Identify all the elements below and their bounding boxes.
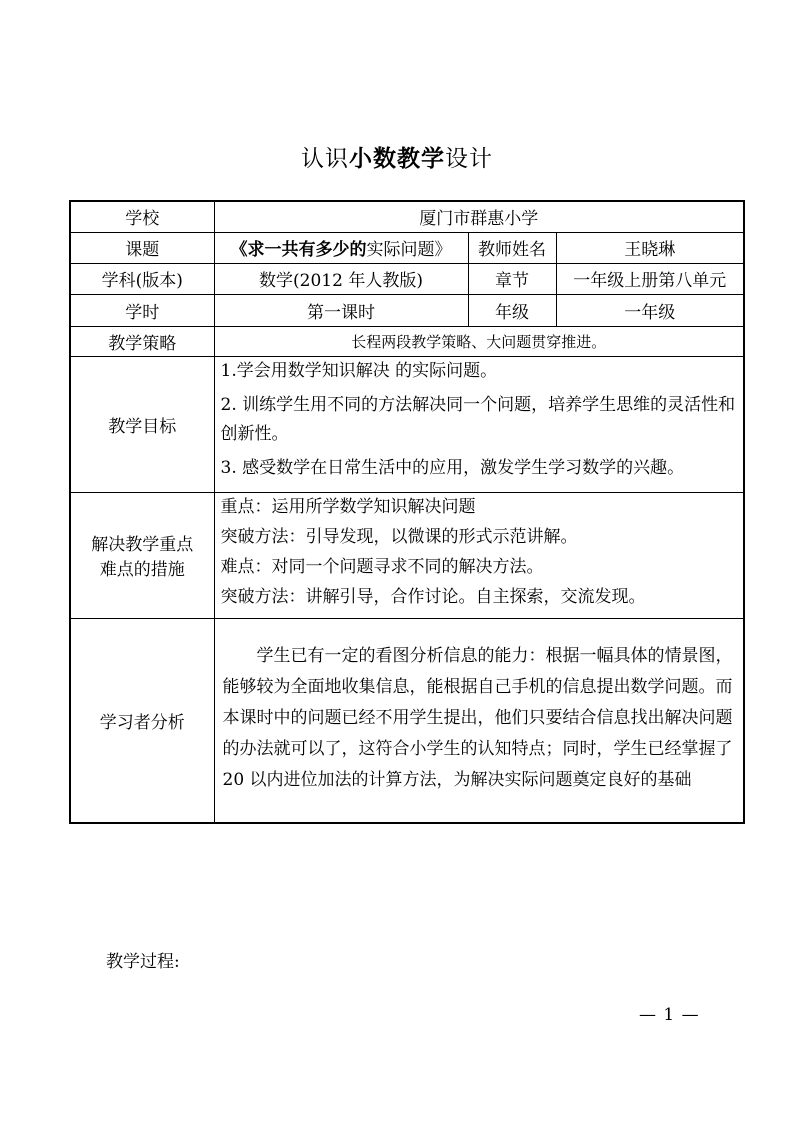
table-row <box>70 618 744 823</box>
period-label: 学时 <box>70 294 214 326</box>
goals-list <box>214 356 744 492</box>
period-value: 第一课时 <box>214 294 468 326</box>
table-row <box>70 201 744 232</box>
topic-value-rest: 实际问题》 <box>366 240 452 260</box>
page-number: — 1 — <box>639 1005 700 1025</box>
table-row <box>70 356 744 492</box>
goal-item: 2. 训练学生用不同的方法解决同一个问题，培养学生思维的灵活性和创新性。 <box>220 394 736 444</box>
teacher-value: 王晓琳 <box>556 232 744 263</box>
title-part3: 设计 <box>445 146 493 172</box>
page-title <box>0 140 794 173</box>
chapter-value: 一年级上册第八单元 <box>556 263 744 294</box>
table-row <box>70 294 744 326</box>
learner-analysis <box>214 618 744 823</box>
chapter-label: 章节 <box>468 263 556 294</box>
grade-label: 年级 <box>468 294 556 326</box>
learner-text: 学生已有一定的看图分析信息的能力：根据一幅具体的情景图，能够较为全面地收集信息，能根据自己手机的信息提出数学问题。而本课时中的问题已经不用学生提出，他们只要结合信息找出解决问题的办法就可以了，这符合小学生的认知特点；同时，学生已经掌握了 20 以内进位加法的计算方法，为解决实际问题奠定良好的基础 <box>222 645 733 790</box>
topic-value-bold: 《求一共有多少的 <box>230 240 367 260</box>
subject-value: 数学(2012 年人教版) <box>214 263 468 294</box>
measures-label-line2: 难点的措施 <box>99 560 185 580</box>
strategy-value: 长程两段教学策略、大问题贯穿推进。 <box>214 326 744 356</box>
table-row <box>70 263 744 294</box>
title-part2: 小数教学 <box>349 145 445 172</box>
topic-value <box>214 232 468 263</box>
school-label: 学校 <box>70 201 214 232</box>
goal-item: 3. 感受数学在日常生活中的应用，激发学生学习数学的兴趣。 <box>220 457 685 478</box>
goal-item: 1.学会用数学知识解决 的实际问题。 <box>220 360 498 381</box>
measure-item: 突破方法：引导发现，以微课的形式示范讲解。 <box>220 526 578 547</box>
measure-item: 突破方法：讲解引导，合作讨论。自主探索，交流发现。 <box>220 586 646 607</box>
table-row <box>70 232 744 263</box>
goals-label: 教学目标 <box>70 356 214 492</box>
lesson-info-table <box>69 200 745 824</box>
table-row <box>70 492 744 618</box>
measures-list <box>214 492 744 618</box>
topic-label: 课题 <box>70 232 214 263</box>
measure-item: 重点：运用所学数学知识解决问题 <box>220 496 476 517</box>
title-part1: 认识 <box>301 146 349 172</box>
grade-value: 一年级 <box>556 294 744 326</box>
teacher-label: 教师姓名 <box>468 232 556 263</box>
teaching-process-heading: 教学过程: <box>106 952 180 972</box>
school-value: 厦门市群惠小学 <box>214 201 744 232</box>
measure-item: 难点：对同一个问题寻求不同的解决方法。 <box>220 556 544 577</box>
table-row <box>70 326 744 356</box>
measures-label-line1: 解决教学重点 <box>91 535 194 555</box>
learner-label: 学习者分析 <box>70 618 214 823</box>
strategy-label: 教学策略 <box>70 326 214 356</box>
measures-label <box>70 492 214 618</box>
subject-label: 学科(版本) <box>70 263 214 294</box>
